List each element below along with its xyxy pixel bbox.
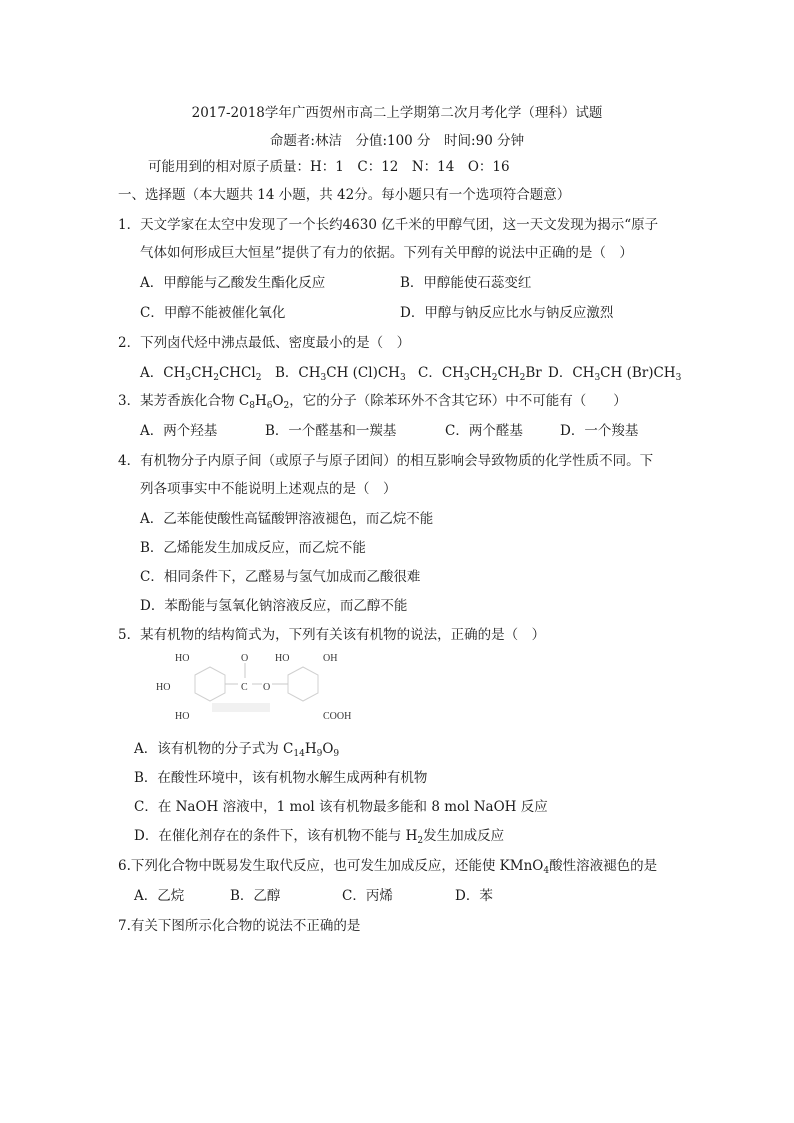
right-benzene-ring bbox=[288, 667, 318, 701]
label-ho-3: HO bbox=[156, 682, 171, 693]
q1-option-c: C．甲醇不能被催化氧化 bbox=[140, 305, 286, 321]
q3-option-c: C．两个醛基 bbox=[445, 423, 523, 439]
q7-stem: 7.有关下图所示化合物的说法不正确的是 bbox=[118, 918, 361, 934]
label-oh: OH bbox=[323, 653, 338, 664]
label-o-mid: O bbox=[263, 682, 271, 693]
q2-option-a: A．$CH_3CH_2CHCl_2$ bbox=[140, 365, 262, 383]
label-ho-4: HO bbox=[175, 711, 190, 722]
atomic-masses: 可能用到的相对原子质量：H：1 C：12 N：14 O：16 bbox=[148, 159, 510, 175]
left-benzene-ring bbox=[195, 667, 225, 701]
q6-option-a: A．乙烷 bbox=[134, 888, 185, 904]
q1-option-d: D．甲醇与钠反应比水与钠反应激烈 bbox=[400, 305, 614, 321]
label-c: C bbox=[241, 682, 248, 693]
q6-option-c: C．丙烯 bbox=[342, 888, 393, 904]
q2-option-b: B．$CH_3CH$ $(Cl)CH_3$ bbox=[275, 365, 406, 383]
faded-watermark-mark bbox=[212, 703, 270, 712]
q4-option-c: C．相同条件下，乙醛易与氢气加成而乙酸很难 bbox=[140, 569, 421, 585]
q2-option-c: C．$CH_3CH_2CH_2Br$ bbox=[418, 365, 542, 383]
q4-stem-line1: 4．有机物分子内原子间（或原子与原子团间）的相互影响会导致物质的化学性质不同。下 bbox=[118, 453, 654, 469]
label-o-top: O bbox=[241, 653, 249, 664]
label-ho-1: HO bbox=[175, 653, 190, 664]
q1-stem-line1: 1．天文学家在太空中发现了一个长约4630 亿千米的甲醇气团，这一天文发现为揭示“原子 bbox=[118, 217, 659, 233]
q4-option-a: A．乙苯能使酸性高锰酸钾溶液褪色，而乙烷不能 bbox=[140, 511, 434, 527]
q1-option-b: B．甲醇能使石蕊变红 bbox=[400, 275, 532, 291]
author-line: 命题者:林洁 分值:100 分 时间:90 分钟 bbox=[269, 133, 525, 149]
q5-option-c: C．在 NaOH 溶液中，1 mol 该有机物最多能和 8 mol NaOH 反应 bbox=[134, 799, 548, 815]
label-cooh: COOH bbox=[323, 711, 352, 722]
q5-option-a: A．该有机物的分子式为 $C_{14}H_9O_9$ bbox=[134, 741, 340, 759]
section-heading: 一、选择题（本大题共 14 小题，共 42分。每小题只有一个选项符合题意） bbox=[118, 187, 571, 203]
q5-stem: 5．某有机物的结构简式为，下列有关该有机物的说法，正确的是（ ） bbox=[118, 627, 546, 643]
q5-option-b: B．在酸性环境中，该有机物水解生成两种有机物 bbox=[134, 770, 428, 786]
q4-option-b: B．乙烯能发生加成反应，而乙烷不能 bbox=[140, 540, 366, 556]
q3-option-b: B．一个醛基和一羰基 bbox=[265, 423, 397, 439]
q5-structure-diagram bbox=[140, 645, 380, 730]
q5-option-d: D．在催化剂存在的条件下，该有机物不能与 $H_2$发生加成反应 bbox=[134, 828, 505, 846]
q3-option-a: A．两个羟基 bbox=[140, 423, 218, 439]
q3-stem: 3．某芳香族化合物 $C_8H_6O_2$，它的分子（除苯环外不含其它环）中不可能有（ ） bbox=[118, 393, 627, 411]
q1-option-a: A．甲醇能与乙酸发生酯化反应 bbox=[140, 275, 326, 291]
q4-option-d: D．苯酚能与氢氧化钠溶液反应，而乙醇不能 bbox=[140, 598, 408, 614]
label-ho-2: HO bbox=[275, 653, 290, 664]
q6-option-b: B．乙醇 bbox=[230, 888, 281, 904]
q6-option-d: D．苯 bbox=[455, 888, 493, 904]
q1-stem-line2: 气体如何形成巨大恒星”提供了有力的依据。下列有关甲醇的说法中正确的是（ ） bbox=[140, 245, 633, 261]
exam-title: 2017-2018学年广西贺州市高二上学期第二次月考化学（理科）试题 bbox=[191, 105, 603, 121]
q6-stem: 6.下列化合物中既易发生取代反应，也可发生加成反应，还能使 KMnO$_4$酸性溶液褪色的是 bbox=[118, 858, 658, 876]
q2-option-d: D．$CH_3CH$ $(Br)CH_3$ bbox=[548, 365, 682, 383]
q2-stem: 2．下列卤代烃中沸点最低、密度最小的是（ ） bbox=[118, 335, 411, 351]
q3-option-d: D．一个羧基 bbox=[560, 423, 639, 439]
q4-stem-line2: 列各项事实中不能说明上述观点的是（ ） bbox=[140, 481, 397, 497]
